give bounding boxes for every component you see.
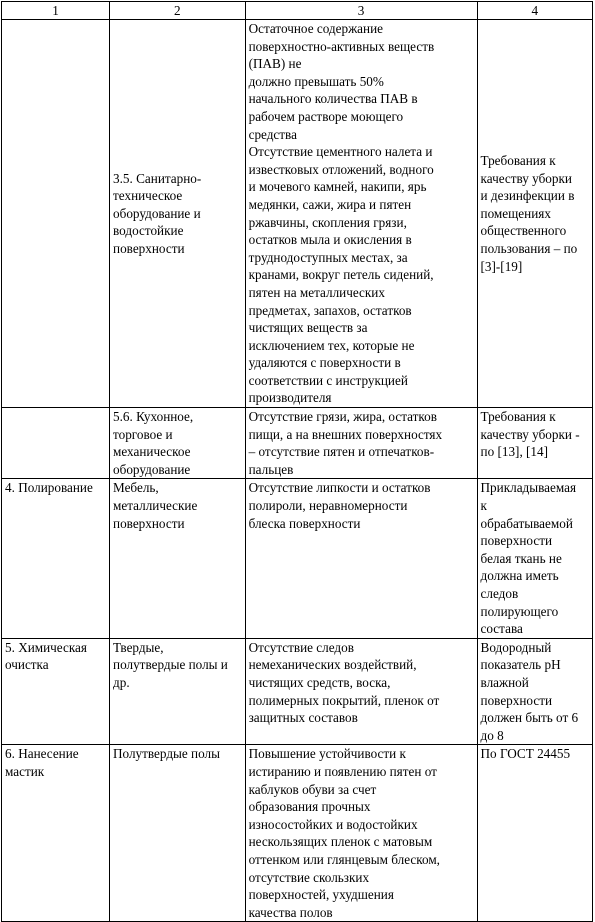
object-cell: 3.5. Санитарно- техническое оборудование и водостойкие поверхности [110, 20, 246, 408]
requirement-cell: Остаточное содержание поверхностно-активных веществ (ПАВ) не должно превышать 50% начального количества ПАВ в рабочем растворе моющего средства Отсутствие цементного налета и известковых отложений, водного и мочевого камней, накипи, ярь медянки, сажи, жира и пятен ржавчины, скопления грязи, остатков мыла и окисления в труднодоступных местах, за кранами, вокруг петель сидений, пятен на металлических предметах, запахов, остатков чистящих веществ за исключением тех, которые не удаляются с поверхности в соответствии с инструкцией производителя [245, 20, 477, 408]
table-row [2, 20, 593, 408]
work-type-cell: 5. Химическая очистка [2, 638, 110, 745]
table-row [2, 745, 593, 922]
header-cell-2: 2 [110, 2, 246, 20]
control-cell: Прикладываемая к обрабатываемой поверхности белая ткань не должна иметь следов полирующего состава [477, 479, 592, 638]
requirement-cell: Отсутствие следов немеханических воздействий, чистящих средств, воска, полимерных покрытий, пленок от защитных составов [245, 638, 477, 745]
header-row [2, 2, 593, 20]
object-cell: Твердые, полутвердые полы и др. [110, 638, 246, 745]
control-cell: Водородный показатель pH влажной поверхности должен быть от 6 до 8 [477, 638, 592, 745]
object-cell: 5.6. Кухонное, торговое и механическое оборудование [110, 408, 246, 479]
header-cell-1: 1 [2, 2, 110, 20]
requirement-cell: Отсутствие липкости и остатков полироли, неравномерности блеска поверхности [245, 479, 477, 638]
work-type-cell [2, 408, 110, 479]
table-row [2, 408, 593, 479]
work-type-cell: 4. Полирование [2, 479, 110, 638]
table-row [2, 479, 593, 638]
header-cell-4: 4 [477, 2, 592, 20]
header-cell-3: 3 [245, 2, 477, 20]
work-type-cell: 6. Нанесение мастик [2, 745, 110, 922]
control-cell: Требования к качеству уборки - по [13], [14] [477, 408, 592, 479]
control-cell: Требования к качеству уборки и дезинфекции в помещениях общественного пользования – по [3]-[19] [477, 20, 592, 408]
work-type-cell [2, 20, 110, 408]
object-cell: Мебель, металлические поверхности [110, 479, 246, 638]
object-cell: Полутвердые полы [110, 745, 246, 922]
requirement-cell: Повышение устойчивости к истиранию и появлению пятен от каблуков обуви за счет образования прочных износостойких и водостойких нескользящих пленок с матовым оттенком или глянцевым блеском, отсутствие скользких поверхностей, ухудшения качества полов [245, 745, 477, 922]
control-cell: По ГОСТ 24455 [477, 745, 592, 922]
table-row [2, 638, 593, 745]
requirement-cell: Отсутствие грязи, жира, остатков пищи, а на внешних поверхностях – отсутствие пятен и отпечатков- пальцев [245, 408, 477, 479]
requirements-table [1, 1, 593, 922]
